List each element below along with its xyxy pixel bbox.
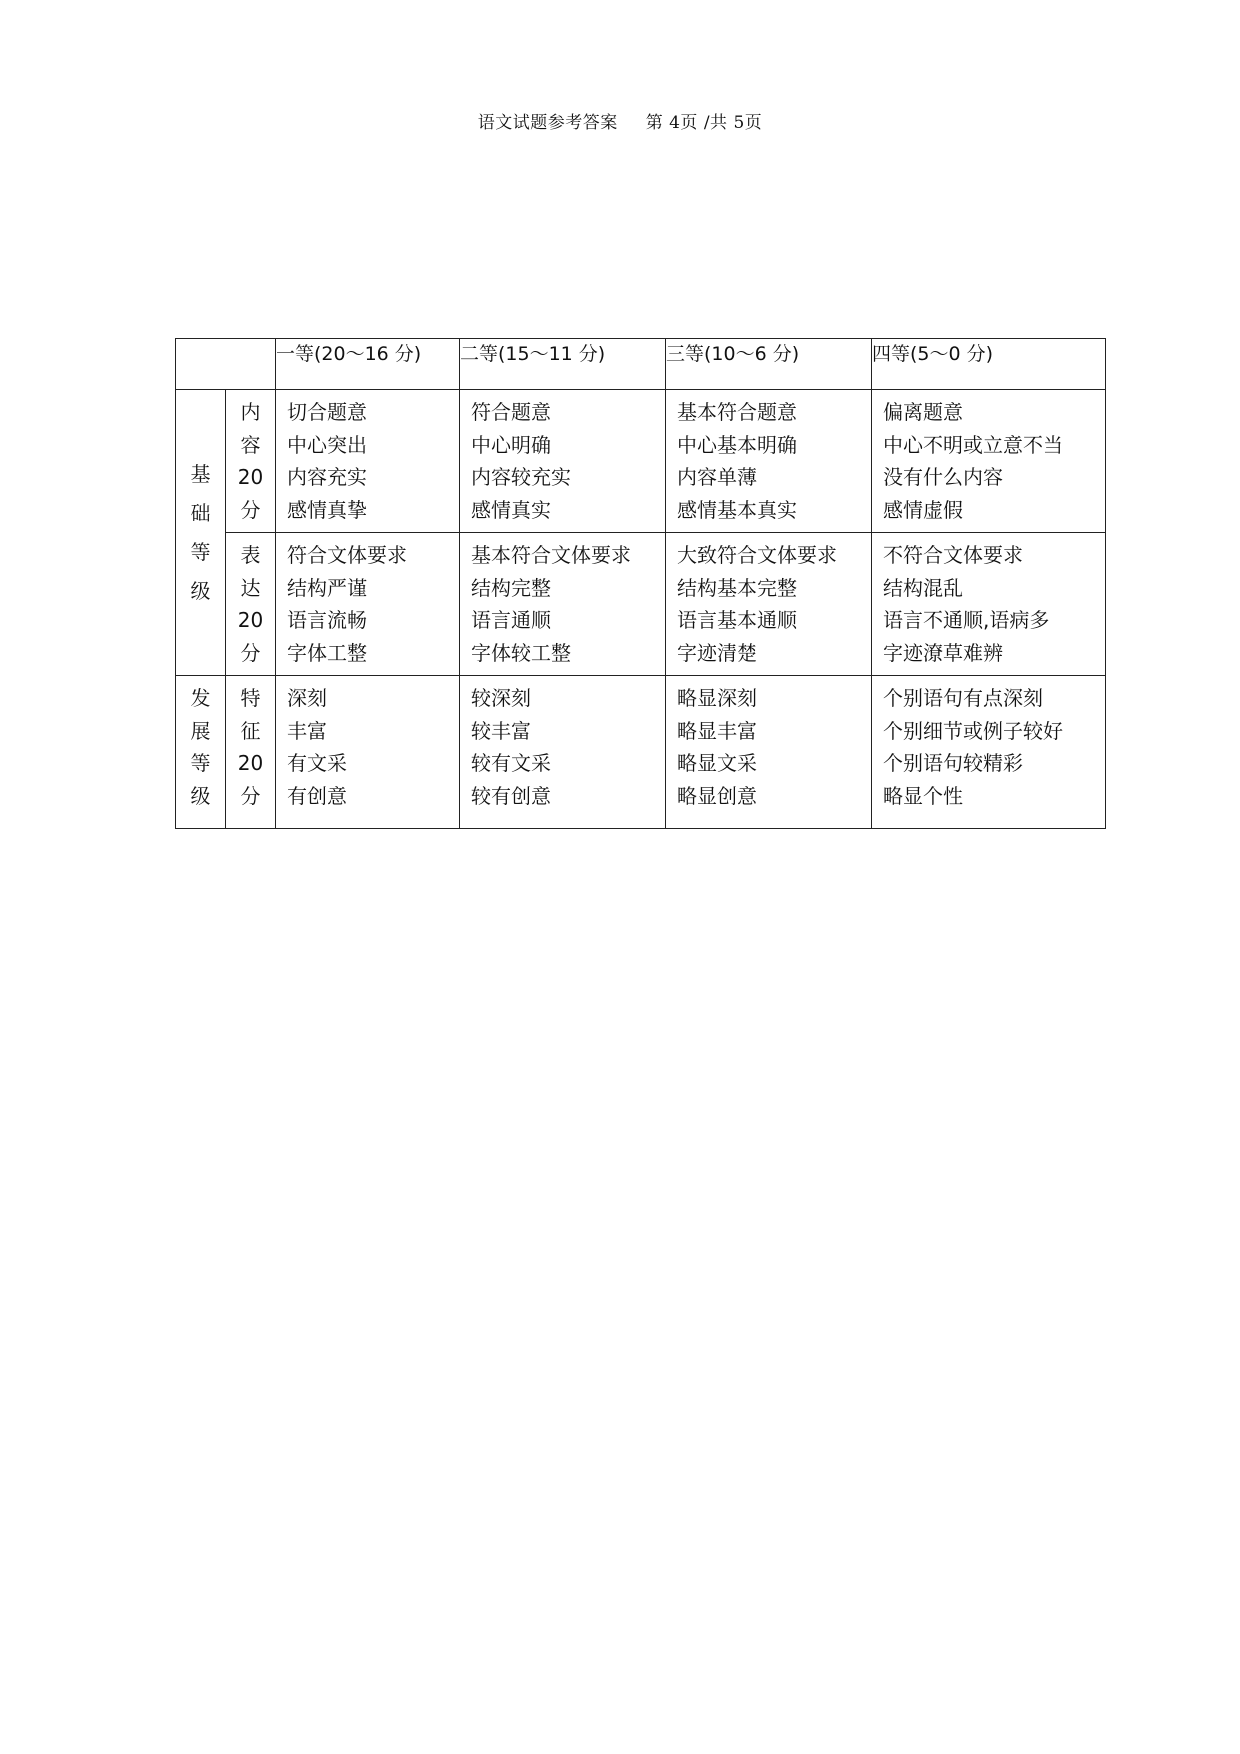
criterion-text: 略显丰富 [677,718,757,743]
grade-header-2: 二等(15～11 分) [460,339,666,390]
criterion-text: 略显深刻 [677,686,757,710]
grade-header-row [176,339,1106,390]
criterion-text: 个别语句较精彩 [883,751,1023,775]
page-header [0,108,1240,133]
criterion-text: 语言通顺 [471,608,551,632]
criteria-cell [276,533,460,676]
vertical-label-char: 基 [190,461,211,486]
criterion-text: 丰富 [287,718,327,743]
criterion-text: 略显创意 [677,783,757,808]
vertical-label-char: 级 [190,578,211,603]
vertical-label-char: 表 [240,543,261,567]
criterion-text: 略显文采 [677,751,757,775]
criterion-text: 中心明确 [471,432,551,457]
document-title: 语文试题参考答案 [477,113,618,133]
criterion-text: 感情虚假 [883,497,963,522]
vertical-label-char: 分 [240,497,261,522]
vertical-label-char: 内 [240,400,261,424]
grade-header-3: 三等(10～6 分) [666,339,872,390]
criterion-text: 中心不明或立意不当 [883,432,1063,457]
vertical-label-char: 20 [237,608,264,632]
vertical-label-char: 分 [240,640,261,665]
criteria-cell [666,676,872,829]
vertical-label-char: 征 [240,718,261,743]
vertical-label-char: 发 [190,686,211,710]
criteria-cell [872,676,1106,829]
criterion-text: 结构严谨 [287,575,367,600]
criterion-text: 语言基本通顺 [677,608,797,632]
criteria-cell [666,390,872,533]
table-row-expression [176,533,1106,676]
criterion-text: 较深刻 [471,686,531,710]
criterion-text: 内容充实 [287,465,367,489]
criterion-text: 符合文体要求 [287,543,407,567]
criterion-text: 字迹清楚 [677,640,757,665]
criterion-text: 没有什么内容 [883,465,1003,489]
sub-cell-features [226,676,276,829]
table-row-content [176,390,1106,533]
criterion-text: 结构混乱 [883,575,963,600]
level-cell-development [176,676,226,829]
criterion-text: 个别语句有点深刻 [883,686,1043,710]
criteria-cell [276,676,460,829]
criterion-text: 较有创意 [471,783,551,808]
vertical-label-char: 容 [240,432,261,457]
criteria-cell [872,533,1106,676]
criterion-text: 较有文采 [471,751,551,775]
criterion-text: 内容单薄 [677,465,757,489]
criterion-text: 切合题意 [287,400,367,424]
criterion-text: 结构基本完整 [677,575,797,600]
vertical-label-char: 达 [240,575,261,600]
criterion-text: 语言不通顺,语病多 [883,608,1050,632]
criterion-text: 感情基本真实 [677,497,797,522]
criterion-text: 基本符合文体要求 [471,543,631,567]
scoring-rubric-table [175,338,1106,829]
criterion-text: 中心突出 [287,432,367,457]
page-number: 第 4页 /共 5页 [645,113,763,133]
vertical-label-char: 础 [190,500,211,525]
sub-cell-expression [226,533,276,676]
criterion-text: 偏离题意 [883,400,963,424]
criterion-text: 深刻 [287,686,327,710]
vertical-label-char: 等 [190,751,211,775]
sub-cell-content [226,390,276,533]
vertical-label-char: 特 [240,686,261,710]
criterion-text: 感情真实 [471,497,551,522]
table-row-features [176,676,1106,829]
criterion-text: 结构完整 [471,575,551,600]
criteria-cell [666,533,872,676]
criterion-text: 感情真挚 [287,497,367,522]
criteria-cell [460,390,666,533]
criterion-text: 字迹潦草难辨 [883,640,1003,665]
grade-header-4: 四等(5～0 分) [872,339,1106,390]
vertical-label-char: 展 [190,718,211,743]
criterion-text: 个别细节或例子较好 [883,718,1063,743]
grade-header-1: 一等(20～16 分) [276,339,460,390]
criterion-text: 字体工整 [287,640,367,665]
criteria-cell [460,533,666,676]
vertical-label-char: 级 [190,783,211,808]
criterion-text: 字体较工整 [471,640,571,665]
criterion-text: 有文采 [287,751,347,775]
level-cell-basic [176,390,226,676]
criterion-text: 内容较充实 [471,465,571,489]
criteria-cell [276,390,460,533]
criterion-text: 略显个性 [883,783,963,808]
criterion-text: 不符合文体要求 [883,543,1023,567]
criterion-text: 语言流畅 [287,608,367,632]
corner-cell [176,339,276,390]
criterion-text: 大致符合文体要求 [677,543,837,567]
vertical-label-char: 分 [240,783,261,808]
vertical-label-char: 等 [190,539,211,564]
criteria-cell [460,676,666,829]
vertical-label-char: 20 [237,751,264,775]
criterion-text: 较丰富 [471,718,531,743]
criterion-text: 中心基本明确 [677,432,797,457]
criteria-cell [872,390,1106,533]
criterion-text: 有创意 [287,783,347,808]
criterion-text: 符合题意 [471,400,551,424]
vertical-label-char: 20 [237,465,264,489]
criterion-text: 基本符合题意 [677,400,797,424]
